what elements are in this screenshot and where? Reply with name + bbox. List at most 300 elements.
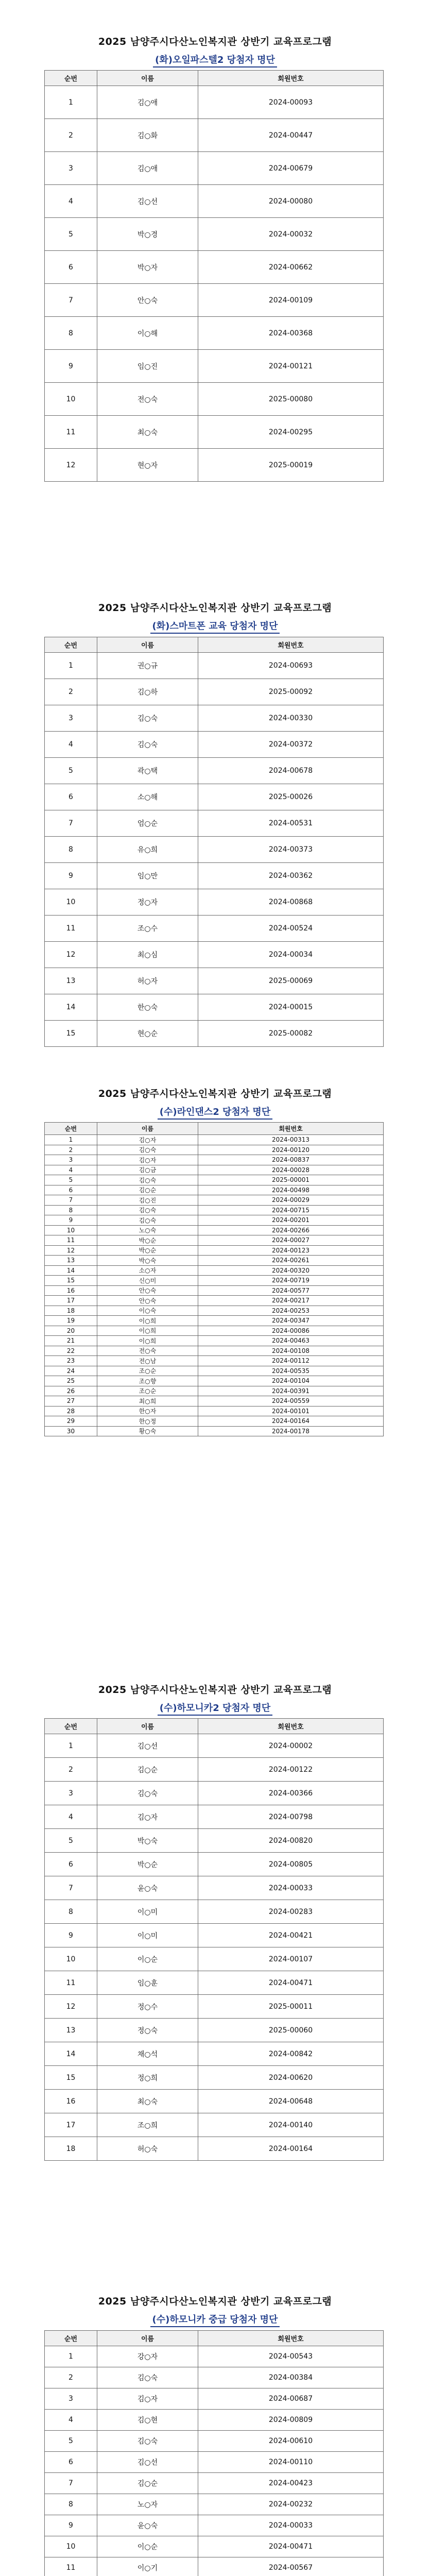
member-no-cell: 2024-00620	[198, 2066, 384, 2090]
name-cell: 이○미	[97, 1900, 198, 1924]
member-no-cell: 2024-00463	[198, 1336, 384, 1346]
name-cell: 정○희	[97, 2066, 198, 2090]
table-row	[45, 1924, 384, 1947]
member-no-cell: 2024-00837	[198, 1155, 384, 1165]
name-cell: 임○훈	[97, 1971, 198, 1995]
name-cell: 박○숙	[97, 1829, 198, 1853]
table-row	[45, 1135, 384, 1145]
name-cell: 김○숙	[97, 1175, 198, 1185]
name-cell: 이○해	[97, 317, 198, 350]
table-row	[45, 2137, 384, 2161]
seq-cell: 9	[45, 1924, 97, 1947]
table-row	[45, 317, 384, 350]
section-subtitle: (수)하모니카2 당첨자 명단	[0, 1701, 430, 1714]
name-cell: 이○순	[97, 1947, 198, 1971]
member-no-cell: 2024-00033	[198, 1876, 384, 1900]
name-cell: 이○미	[97, 1924, 198, 1947]
table-row	[45, 1326, 384, 1336]
name-cell: 안○숙	[97, 284, 198, 317]
table-row	[45, 1225, 384, 1235]
table-row	[45, 1900, 384, 1924]
section-subtitle: (수)라인댄스2 당첨자 명단	[0, 1105, 430, 1118]
member-no-cell: 2024-00109	[198, 284, 384, 317]
seq-cell: 2	[45, 1758, 97, 1782]
member-no-cell: 2024-00447	[198, 119, 384, 152]
name-cell: 박○순	[97, 1853, 198, 1876]
member-no-cell: 2024-00610	[198, 2431, 384, 2452]
seq-header: 순번	[45, 2331, 97, 2346]
seq-cell: 7	[45, 284, 97, 317]
member-no-cell: 2024-00164	[198, 2137, 384, 2161]
table-row	[45, 284, 384, 317]
seq-cell: 27	[45, 1396, 97, 1406]
table-row	[45, 705, 384, 732]
table-row	[45, 1396, 384, 1406]
table-row	[45, 1782, 384, 1805]
table-row	[45, 758, 384, 784]
name-cell: 김○숙	[97, 1782, 198, 1805]
table-row	[45, 1285, 384, 1296]
seq-cell: 12	[45, 942, 97, 968]
member-no-cell: 2024-00178	[198, 1426, 384, 1436]
name-cell: 최○희	[97, 1396, 198, 1406]
table-row	[45, 732, 384, 758]
member-no-cell: 2025-00001	[198, 1175, 384, 1185]
table-row	[45, 86, 384, 119]
name-cell: 노○자	[97, 2494, 198, 2515]
name-cell: 허○숙	[97, 2137, 198, 2161]
table-header-row	[45, 71, 384, 86]
member-no-cell: 2024-00313	[198, 1135, 384, 1145]
seq-cell: 8	[45, 837, 97, 863]
name-cell: 이○숙	[97, 1306, 198, 1316]
table-row	[45, 2346, 384, 2367]
name-cell: 최○심	[97, 942, 198, 968]
name-cell: 김○숙	[97, 1145, 198, 1155]
member-no-cell: 2024-00471	[198, 1971, 384, 1995]
section-subtitle: (화)오일파스텔2 당첨자 명단	[0, 53, 430, 66]
name-cell: 김○선	[97, 185, 198, 218]
name-cell: 이○희	[97, 1336, 198, 1346]
name-cell: 박○자	[97, 251, 198, 284]
name-header: 이름	[97, 2331, 198, 2346]
member-no-cell: 2024-00101	[198, 1406, 384, 1416]
name-cell: 한○정	[97, 1416, 198, 1427]
name-cell: 전○숙	[97, 1346, 198, 1356]
member-no-cell: 2025-00060	[198, 2019, 384, 2042]
table-row	[45, 889, 384, 916]
member-no-cell: 2024-00112	[198, 1356, 384, 1366]
name-cell: 김○자	[97, 1805, 198, 1829]
seq-cell: 2	[45, 679, 97, 705]
name-cell: 김○하	[97, 679, 198, 705]
seq-cell: 7	[45, 1876, 97, 1900]
name-cell: 윤○숙	[97, 2515, 198, 2536]
table-row	[45, 653, 384, 679]
table-row	[45, 1021, 384, 1047]
member-no-cell: 2025-00019	[198, 449, 384, 482]
table-row	[45, 1406, 384, 1416]
seq-cell: 18	[45, 1306, 97, 1316]
table-row	[45, 1316, 384, 1326]
seq-cell: 15	[45, 1021, 97, 1047]
seq-cell: 2	[45, 2367, 97, 2388]
table-row	[45, 1185, 384, 1195]
name-cell: 김○숙	[97, 1205, 198, 1215]
name-cell: 박○순	[97, 1245, 198, 1256]
member-no-cell: 2024-00266	[198, 1225, 384, 1235]
seq-cell: 22	[45, 1346, 97, 1356]
table-row	[45, 2388, 384, 2410]
seq-cell: 1	[45, 86, 97, 119]
seq-cell: 30	[45, 1426, 97, 1436]
table-row	[45, 119, 384, 152]
seq-cell: 1	[45, 1135, 97, 1145]
name-cell: 조○희	[97, 2113, 198, 2137]
name-cell: 김○애	[97, 152, 198, 185]
member-no-header: 회원번호	[198, 637, 384, 653]
table-row	[45, 1165, 384, 1175]
table-row	[45, 2410, 384, 2431]
seq-cell: 12	[45, 449, 97, 482]
table-row	[45, 2431, 384, 2452]
seq-cell: 7	[45, 2473, 97, 2494]
table-row	[45, 1215, 384, 1226]
seq-cell: 14	[45, 2042, 97, 2066]
name-cell: 김○선	[97, 2452, 198, 2473]
name-cell: 김○금	[97, 1165, 198, 1175]
name-cell: 조○수	[97, 916, 198, 942]
member-no-cell: 2025-00026	[198, 784, 384, 810]
member-no-cell: 2024-00391	[198, 1386, 384, 1396]
seq-cell: 23	[45, 1356, 97, 1366]
member-no-cell: 2024-00002	[198, 1734, 384, 1758]
table-row	[45, 449, 384, 482]
member-no-cell: 2024-00362	[198, 863, 384, 889]
name-cell: 이○희	[97, 1316, 198, 1326]
name-cell: 엄○순	[97, 810, 198, 837]
table-row	[45, 1829, 384, 1853]
name-cell: 김○자	[97, 1135, 198, 1145]
winners-table	[44, 1718, 384, 2161]
member-no-cell: 2025-00069	[198, 968, 384, 994]
seq-cell: 12	[45, 1245, 97, 1256]
table-row	[45, 1205, 384, 1215]
name-cell: 허○자	[97, 968, 198, 994]
member-no-cell: 2024-00295	[198, 416, 384, 449]
seq-cell: 1	[45, 653, 97, 679]
table-row	[45, 1356, 384, 1366]
table-row	[45, 1947, 384, 1971]
member-no-cell: 2024-00567	[198, 2557, 384, 2576]
name-cell: 소○자	[97, 1265, 198, 1276]
table-row	[45, 185, 384, 218]
member-no-header: 회원번호	[198, 71, 384, 86]
table-row	[45, 1145, 384, 1155]
member-no-cell: 2024-00543	[198, 2346, 384, 2367]
table-row	[45, 152, 384, 185]
table-row	[45, 350, 384, 383]
seq-cell: 15	[45, 2066, 97, 2090]
section-title: 2025 남양주시다산노인복지관 상반기 교육프로그램	[98, 1684, 332, 1696]
name-cell: 김○진	[97, 1195, 198, 1206]
name-cell: 김○숙	[97, 2431, 198, 2452]
table-row	[45, 1306, 384, 1316]
name-cell: 안○숙	[97, 1285, 198, 1296]
member-no-cell: 2024-00110	[198, 2452, 384, 2473]
table-row	[45, 2113, 384, 2137]
section-title: 2025 남양주시다산노인복지관 상반기 교육프로그램	[98, 36, 332, 47]
seq-cell: 16	[45, 1285, 97, 1296]
table-row	[45, 2019, 384, 2042]
table-row	[45, 1235, 384, 1246]
seq-cell: 24	[45, 1366, 97, 1376]
table-row	[45, 1155, 384, 1165]
table-row	[45, 1265, 384, 1276]
table-row	[45, 863, 384, 889]
name-cell: 김○자	[97, 2388, 198, 2410]
table-row	[45, 1346, 384, 1356]
seq-cell: 8	[45, 2494, 97, 2515]
table-row	[45, 916, 384, 942]
member-no-cell: 2024-00372	[198, 732, 384, 758]
table-row	[45, 810, 384, 837]
seq-cell: 7	[45, 810, 97, 837]
table-row	[45, 1256, 384, 1266]
member-no-cell: 2024-00524	[198, 916, 384, 942]
name-cell: 한○숙	[97, 994, 198, 1021]
table-row	[45, 1276, 384, 1286]
name-cell: 소○해	[97, 784, 198, 810]
seq-cell: 6	[45, 1185, 97, 1195]
member-no-cell: 2024-00253	[198, 1306, 384, 1316]
member-no-cell: 2024-00679	[198, 152, 384, 185]
member-no-cell: 2024-00140	[198, 2113, 384, 2137]
table-row	[45, 1416, 384, 1427]
seq-cell: 5	[45, 218, 97, 251]
seq-cell: 9	[45, 2515, 97, 2536]
name-cell: 김○현	[97, 2410, 198, 2431]
name-cell: 김○숙	[97, 1215, 198, 1226]
seq-cell: 21	[45, 1336, 97, 1346]
seq-cell: 5	[45, 2431, 97, 2452]
member-no-cell: 2024-00715	[198, 1205, 384, 1215]
seq-cell: 18	[45, 2137, 97, 2161]
table-row	[45, 994, 384, 1021]
table-row	[45, 1336, 384, 1346]
table-row	[45, 2557, 384, 2576]
seq-cell: 4	[45, 185, 97, 218]
member-no-cell: 2024-00032	[198, 218, 384, 251]
winners-table	[44, 70, 384, 482]
name-header: 이름	[97, 1719, 198, 1734]
member-no-cell: 2024-00366	[198, 1782, 384, 1805]
section-title: 2025 남양주시다산노인복지관 상반기 교육프로그램	[98, 2296, 332, 2307]
seq-cell: 1	[45, 2346, 97, 2367]
member-no-cell: 2024-00421	[198, 1924, 384, 1947]
seq-cell: 7	[45, 1195, 97, 1206]
member-no-cell: 2024-00027	[198, 1235, 384, 1246]
member-no-cell: 2024-00648	[198, 2090, 384, 2113]
name-cell: 노○숙	[97, 1225, 198, 1235]
member-no-header: 회원번호	[198, 2331, 384, 2346]
seq-cell: 9	[45, 1215, 97, 1226]
seq-cell: 1	[45, 1734, 97, 1758]
name-cell: 현○순	[97, 1021, 198, 1047]
member-no-header: 회원번호	[198, 1719, 384, 1734]
seq-cell: 11	[45, 916, 97, 942]
name-cell: 권○규	[97, 653, 198, 679]
name-cell: 김○숙	[97, 732, 198, 758]
name-cell: 김○순	[97, 1758, 198, 1782]
table-row	[45, 218, 384, 251]
member-no-cell: 2024-00330	[198, 705, 384, 732]
name-cell: 김○순	[97, 1185, 198, 1195]
seq-cell: 10	[45, 2536, 97, 2557]
seq-cell: 5	[45, 758, 97, 784]
table-row	[45, 2536, 384, 2557]
table-row	[45, 1995, 384, 2019]
seq-cell: 10	[45, 383, 97, 416]
name-cell: 전○숙	[97, 383, 198, 416]
seq-cell: 9	[45, 863, 97, 889]
member-no-cell: 2025-00080	[198, 383, 384, 416]
table-row	[45, 2473, 384, 2494]
member-no-cell: 2024-00080	[198, 185, 384, 218]
member-no-cell: 2024-00471	[198, 2536, 384, 2557]
table-row	[45, 1245, 384, 1256]
member-no-cell: 2024-00805	[198, 1853, 384, 1876]
seq-cell: 2	[45, 119, 97, 152]
seq-cell: 11	[45, 1235, 97, 1246]
seq-cell: 6	[45, 784, 97, 810]
name-cell: 한○자	[97, 1406, 198, 1416]
name-cell: 김○숙	[97, 705, 198, 732]
name-cell: 조○향	[97, 1376, 198, 1386]
member-no-cell: 2024-00423	[198, 2473, 384, 2494]
table-row	[45, 1876, 384, 1900]
table-row	[45, 2452, 384, 2473]
name-header: 이름	[97, 637, 198, 653]
member-no-cell: 2024-00820	[198, 1829, 384, 1853]
table-row	[45, 1758, 384, 1782]
seq-cell: 6	[45, 1853, 97, 1876]
name-cell: 신○미	[97, 1276, 198, 1286]
name-cell: 김○숙	[97, 2367, 198, 2388]
table-row	[45, 1376, 384, 1386]
table-row	[45, 2367, 384, 2388]
name-header: 이름	[97, 1123, 198, 1135]
member-no-cell: 2024-00842	[198, 2042, 384, 2066]
table-row	[45, 679, 384, 705]
member-no-cell: 2024-00107	[198, 1947, 384, 1971]
name-header: 이름	[97, 71, 198, 86]
seq-cell: 2	[45, 1145, 97, 1155]
seq-cell: 8	[45, 1900, 97, 1924]
member-no-cell: 2024-00662	[198, 251, 384, 284]
name-cell: 현○자	[97, 449, 198, 482]
seq-cell: 19	[45, 1316, 97, 1326]
member-no-cell: 2024-00093	[198, 86, 384, 119]
seq-cell: 4	[45, 1805, 97, 1829]
table-row	[45, 1426, 384, 1436]
name-cell: 강○자	[97, 2346, 198, 2367]
table-row	[45, 968, 384, 994]
member-no-cell: 2024-00347	[198, 1316, 384, 1326]
seq-cell: 4	[45, 732, 97, 758]
seq-cell: 16	[45, 2090, 97, 2113]
table-row	[45, 942, 384, 968]
member-no-cell: 2024-00798	[198, 1805, 384, 1829]
seq-cell: 13	[45, 2019, 97, 2042]
name-cell: 유○희	[97, 837, 198, 863]
member-no-cell: 2024-00498	[198, 1185, 384, 1195]
seq-cell: 29	[45, 1416, 97, 1427]
seq-cell: 6	[45, 251, 97, 284]
member-no-cell: 2024-00559	[198, 1396, 384, 1406]
member-no-cell: 2024-00123	[198, 1245, 384, 1256]
name-cell: 안○숙	[97, 1296, 198, 1306]
name-cell: 박○경	[97, 218, 198, 251]
name-cell: 윤○숙	[97, 1876, 198, 1900]
seq-cell: 5	[45, 1829, 97, 1853]
seq-cell: 12	[45, 1995, 97, 2019]
seq-cell: 11	[45, 1971, 97, 1995]
member-no-cell: 2024-00104	[198, 1376, 384, 1386]
member-no-cell: 2024-00809	[198, 2410, 384, 2431]
seq-cell: 3	[45, 1155, 97, 1165]
table-row	[45, 2066, 384, 2090]
table-header-row	[45, 637, 384, 653]
seq-cell: 10	[45, 889, 97, 916]
member-no-cell: 2024-00368	[198, 317, 384, 350]
seq-header: 순번	[45, 637, 97, 653]
member-no-cell: 2024-00029	[198, 1195, 384, 1206]
seq-cell: 3	[45, 152, 97, 185]
member-no-cell: 2024-00531	[198, 810, 384, 837]
seq-cell: 20	[45, 1326, 97, 1336]
name-cell: 김○자	[97, 1155, 198, 1165]
seq-header: 순번	[45, 1123, 97, 1135]
table-row	[45, 784, 384, 810]
section-subtitle: (화)스마트폰 교육 당첨자 명단	[0, 619, 430, 632]
winners-table	[44, 2330, 384, 2576]
seq-cell: 3	[45, 705, 97, 732]
name-cell: 최○숙	[97, 416, 198, 449]
table-row	[45, 1734, 384, 1758]
seq-cell: 13	[45, 968, 97, 994]
member-no-cell: 2024-00320	[198, 1265, 384, 1276]
seq-cell: 14	[45, 994, 97, 1021]
seq-cell: 13	[45, 1256, 97, 1266]
member-no-cell: 2024-00868	[198, 889, 384, 916]
member-no-cell: 2024-00687	[198, 2388, 384, 2410]
table-row	[45, 251, 384, 284]
seq-cell: 5	[45, 1175, 97, 1185]
seq-cell: 26	[45, 1386, 97, 1396]
seq-cell: 15	[45, 1276, 97, 1286]
name-cell: 곽○택	[97, 758, 198, 784]
table-header-row	[45, 2331, 384, 2346]
member-no-cell: 2024-00121	[198, 350, 384, 383]
table-row	[45, 1195, 384, 1206]
name-cell: 박○숙	[97, 1256, 198, 1266]
name-cell: 김○화	[97, 119, 198, 152]
table-row	[45, 2042, 384, 2066]
seq-cell: 17	[45, 1296, 97, 1306]
table-header-row	[45, 1719, 384, 1734]
name-cell: 박○순	[97, 1235, 198, 1246]
